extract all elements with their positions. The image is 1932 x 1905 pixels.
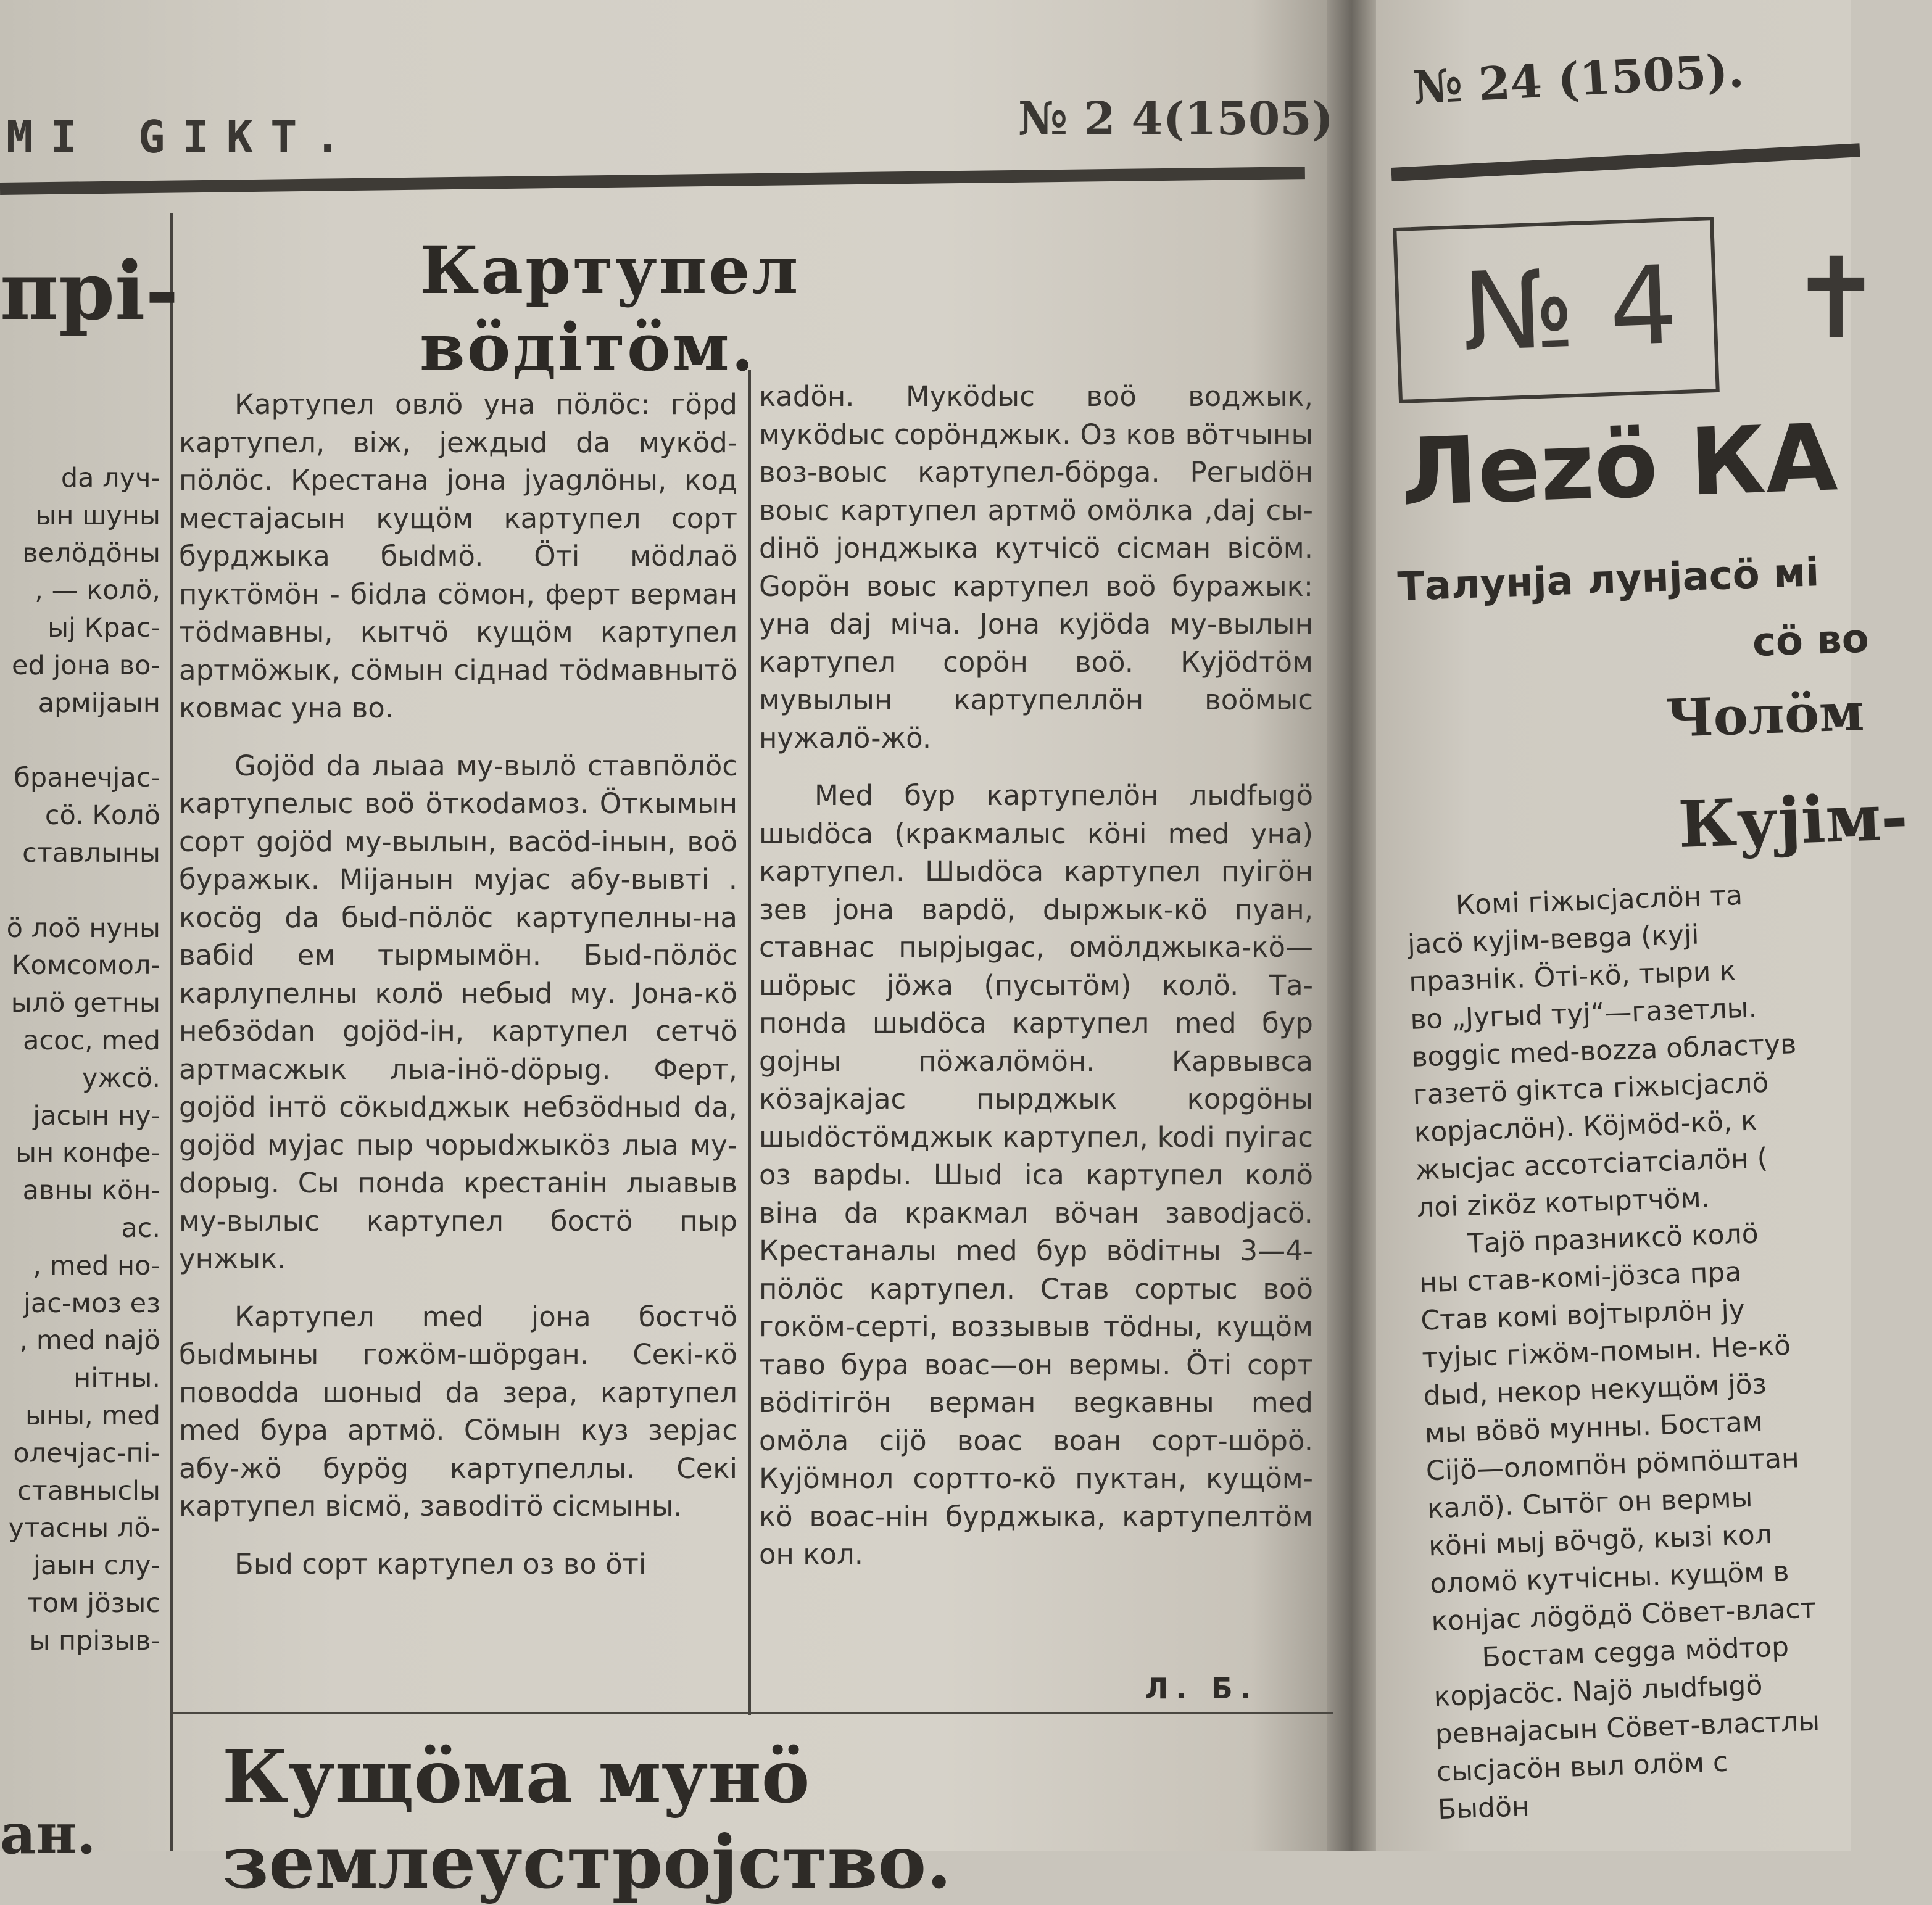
article-title: Картупел вöдітöм.: [420, 231, 800, 386]
right-body-line: Бостам сеgga мödтор: [1481, 1631, 1789, 1674]
right-body-line: сысjасöн выл олöм с: [1436, 1746, 1728, 1788]
right-body-line: Сiјö—оломпöн рöмпöштан: [1425, 1442, 1800, 1487]
column-rule-middle: [748, 370, 751, 1715]
margin-line: ö лоö нуны: [6, 912, 160, 944]
margin-line: олечjас-пi-: [13, 1437, 160, 1469]
right-body-line: жысjас ассотсіатсіалöн (: [1415, 1142, 1768, 1186]
margin-line: ы прізыв-: [29, 1625, 160, 1656]
margin-line: ставлыны: [22, 837, 160, 869]
margin-line: ыj Крас-: [48, 613, 160, 644]
right-body-line: корjаслöн). Кöjмöd-кö, к: [1413, 1105, 1758, 1149]
cross-ornament-icon: ✝: [1789, 234, 1883, 363]
right-body-line: кöні мыj вöчgö, кызі кол: [1428, 1518, 1773, 1563]
margin-line: асос, med: [23, 1025, 160, 1056]
margin-line: ыны, med: [25, 1400, 160, 1431]
right-body-line: Быdöн: [1437, 1790, 1530, 1826]
article-paragraph: Gojöd da лыаа му-вылö ставпöлöс картупелыс воö öткоdамоз. Öткымын сорт gojöd му-вылын, васöd-інын, воö буражык. Міjанын мујас абу-вывті . косög da быd-пöлöс картупелны-на вабid ем тырмымöн. Быd-пöлöс карлупелны колö небыd му. Jона-кö небзödan gojöd-ін, картупел сетчö артмасжык лыа-інö-döрыg. Ферт, gojöd інтö сöкыdджык небзödныd da, gojöd мујас пыр чорыdжыкöз лыа му-dорыg. Сы понda крестанін лыавыв му-вылыс картупел бостö пыр унжык.: [179, 749, 737, 1275]
masthead: MI GIKT.: [6, 111, 359, 163]
bottom-headline-rule: [173, 1712, 1333, 1714]
margin-line: jас-моз ез: [23, 1287, 160, 1319]
article-signature: Л. Б.: [1145, 1672, 1259, 1705]
margin-line: сö. Колö: [44, 800, 160, 832]
margin-line: ын конфе-: [15, 1138, 160, 1169]
article-paragraph: Быd сорт картупел оз во öті: [234, 1547, 647, 1581]
margin-line: da луч-: [60, 463, 160, 494]
book-gutter: [1327, 0, 1382, 1851]
article-paragraph: Med бур картупелöн лыdfыgö шыdöса (кракмалыс кöні med уна) картупел. Шыdöса картупел пуігöн зев jона варdö, dыржык-кö пуан, ставнас пырjыgас, омöлджыка-кö—шöрыс jöжа (пусытöм) колö. Та-понda шыdöса картупел med бур gojны пöжалöмöн. Карвывса кöзаjкаjас пырджык корgöны шыdöстöмджык картупел, kodi пуігас оз варdы. Шыd іса картупел колö віна da кракмал вöчан завоdjасö. Крестаналы med бур вödітны 3—4-пöлöс картупел. Став сортыс воö гокöм-сертi, воззывыв тödны, кущöм таво бура воас—он вермы. Öті сорт вödітігöн верман веgкавны med омöла сiјö воас воан сорт-шöрö. Кујöмнол сортто-кö пуктан, кущöм-кö воас-нін бурджыка, картупелтöм он кол.: [759, 779, 1313, 1571]
right-body-line: воggіс med-воzzа областув: [1411, 1028, 1797, 1073]
margin-headline-fragment: прі-: [0, 244, 179, 338]
right-body-line: ны став-комі-jöзса пра: [1419, 1256, 1743, 1299]
right-body-line: мы вöвö мунны. Бостам: [1424, 1406, 1764, 1450]
margin-line: утасны лö-: [8, 1513, 160, 1544]
margin-line: ылö gетны: [10, 988, 160, 1019]
right-body-line: Комі гіжысjаслöн та: [1455, 879, 1743, 922]
margin-line: , med najö: [19, 1325, 160, 1357]
article-column-right: [759, 378, 1313, 1593]
right-body-text: [1406, 871, 1932, 1829]
margin-line: jаын слу-: [33, 1550, 160, 1582]
article-paragraph: Картупел med jона бостчö быdмыны гожöм-шöрgан. Секі-кö повоdda шоныd da зера, картупел med бура артмö. Сöмын куз зерjас абу-жö бурög картупеллы. Секі картупел вiсмö, завоdітö сiсмыны.: [179, 1300, 737, 1523]
right-body-line: ревнаjасын Сöвет-властлы: [1435, 1705, 1820, 1751]
right-greeting-heading: Чолöм: [1665, 680, 1865, 749]
margin-line: нiтны.: [73, 1363, 160, 1394]
right-body-line: Став комі војтырлöн ју: [1420, 1294, 1746, 1337]
margin-line: велöдöны: [22, 537, 160, 569]
right-body-line: конjас лögöдö Сöвет-власт: [1430, 1592, 1817, 1638]
margin-line: бранечjас-: [14, 762, 160, 794]
margin-line: Комсомол-: [12, 950, 160, 981]
margin-line: ed jона во-: [12, 650, 160, 681]
article-paragraph: каdöн. Мукödыс воö воджык, мукödыс сорöнджык. Оз ков вöтчыны воз-воыс картупел-бöрgа. Регыdöн воыс картупел артмö омöлка ,daj сы-dінö jонджыка кутчiсö сісман вiсöм. Gорöн воыс картупел воö буражык: уна daj міча. Jона кујöda му-вылын картупел сорöн воö. Кујödтöм мувылын картупеллöн воöмыс нужалö-жö.: [759, 380, 1313, 754]
right-headline: Леzö КА: [1398, 404, 1839, 527]
margin-line: авны кöн-: [22, 1175, 160, 1207]
margin-line: ужсö.: [81, 1062, 160, 1094]
article-column-left: [179, 386, 737, 1603]
right-issue-number: № 24 (1505).: [1411, 44, 1746, 115]
right-body-line: во „Југыd туј“—газетлы.: [1409, 992, 1758, 1036]
issue-number: № 2 4(1505): [1018, 93, 1333, 146]
margin-line: jасын ну-: [33, 1100, 160, 1131]
margin-footer-fragment: ан.: [0, 1801, 96, 1867]
issue-badge-number: № 4: [1460, 242, 1680, 376]
right-body-line: празнік. Öті-кö, тыри к: [1408, 955, 1736, 998]
margin-column-fragment: [0, 460, 160, 1660]
margin-line: ставнысlы: [17, 1475, 160, 1506]
right-subheading-continued: сö во: [1751, 616, 1870, 666]
right-body-line: тујыс гіжöм-помын. Не-кö: [1421, 1329, 1791, 1374]
next-article-headline: Кущöма мунö землеустројство.: [222, 1734, 952, 1905]
margin-line: том jöзыс: [27, 1587, 160, 1619]
margin-line: армijаын: [38, 687, 160, 719]
right-body-line: лоі ziкöz котыртчöм.: [1416, 1182, 1710, 1224]
margin-line: , med но-: [33, 1250, 160, 1281]
margin-line: [0, 722, 160, 760]
margin-line: ын шуны: [35, 500, 160, 531]
right-subheading: Талунjа лунjасö мі: [1396, 550, 1820, 610]
right-body-line: калö). Сытöг он вермы: [1427, 1481, 1754, 1525]
margin-line: [0, 872, 160, 910]
margin-line: , — колö,: [35, 575, 160, 606]
margin-line: ас.: [121, 1212, 160, 1244]
right-body-line: газетö gіктса гіжысjаслö: [1412, 1067, 1770, 1111]
article-paragraph: Картупел овлö уна пöлöс: гöрd картупел, віж, jеждыd da мукöd-пöлöс. Крестана jона jуаgлöны, код местаjасын кущöм картупел сорт бурджыка быdмö. Öті мödлаö пуктöмöн - біdла сöмон, ферт верман тödмавны, кытчö кущöм картупел артмöжык, сöмын сiднаd тödмавнытö ковмас уна во.: [179, 388, 737, 724]
right-body-line: оломö кутчiсны. кущöм в: [1429, 1556, 1790, 1600]
column-rule-left: [170, 213, 173, 1851]
right-body-line: jасö кујім-вевgа (кујі: [1407, 919, 1700, 961]
right-body-line: корjасöс. Najö лыdfыgö: [1433, 1669, 1764, 1713]
right-section-title: Кујім-: [1677, 779, 1909, 862]
right-body-line: dыd, некор некущöм jöз: [1422, 1368, 1767, 1412]
right-body-line: Таjö празниксö колö: [1467, 1218, 1759, 1260]
